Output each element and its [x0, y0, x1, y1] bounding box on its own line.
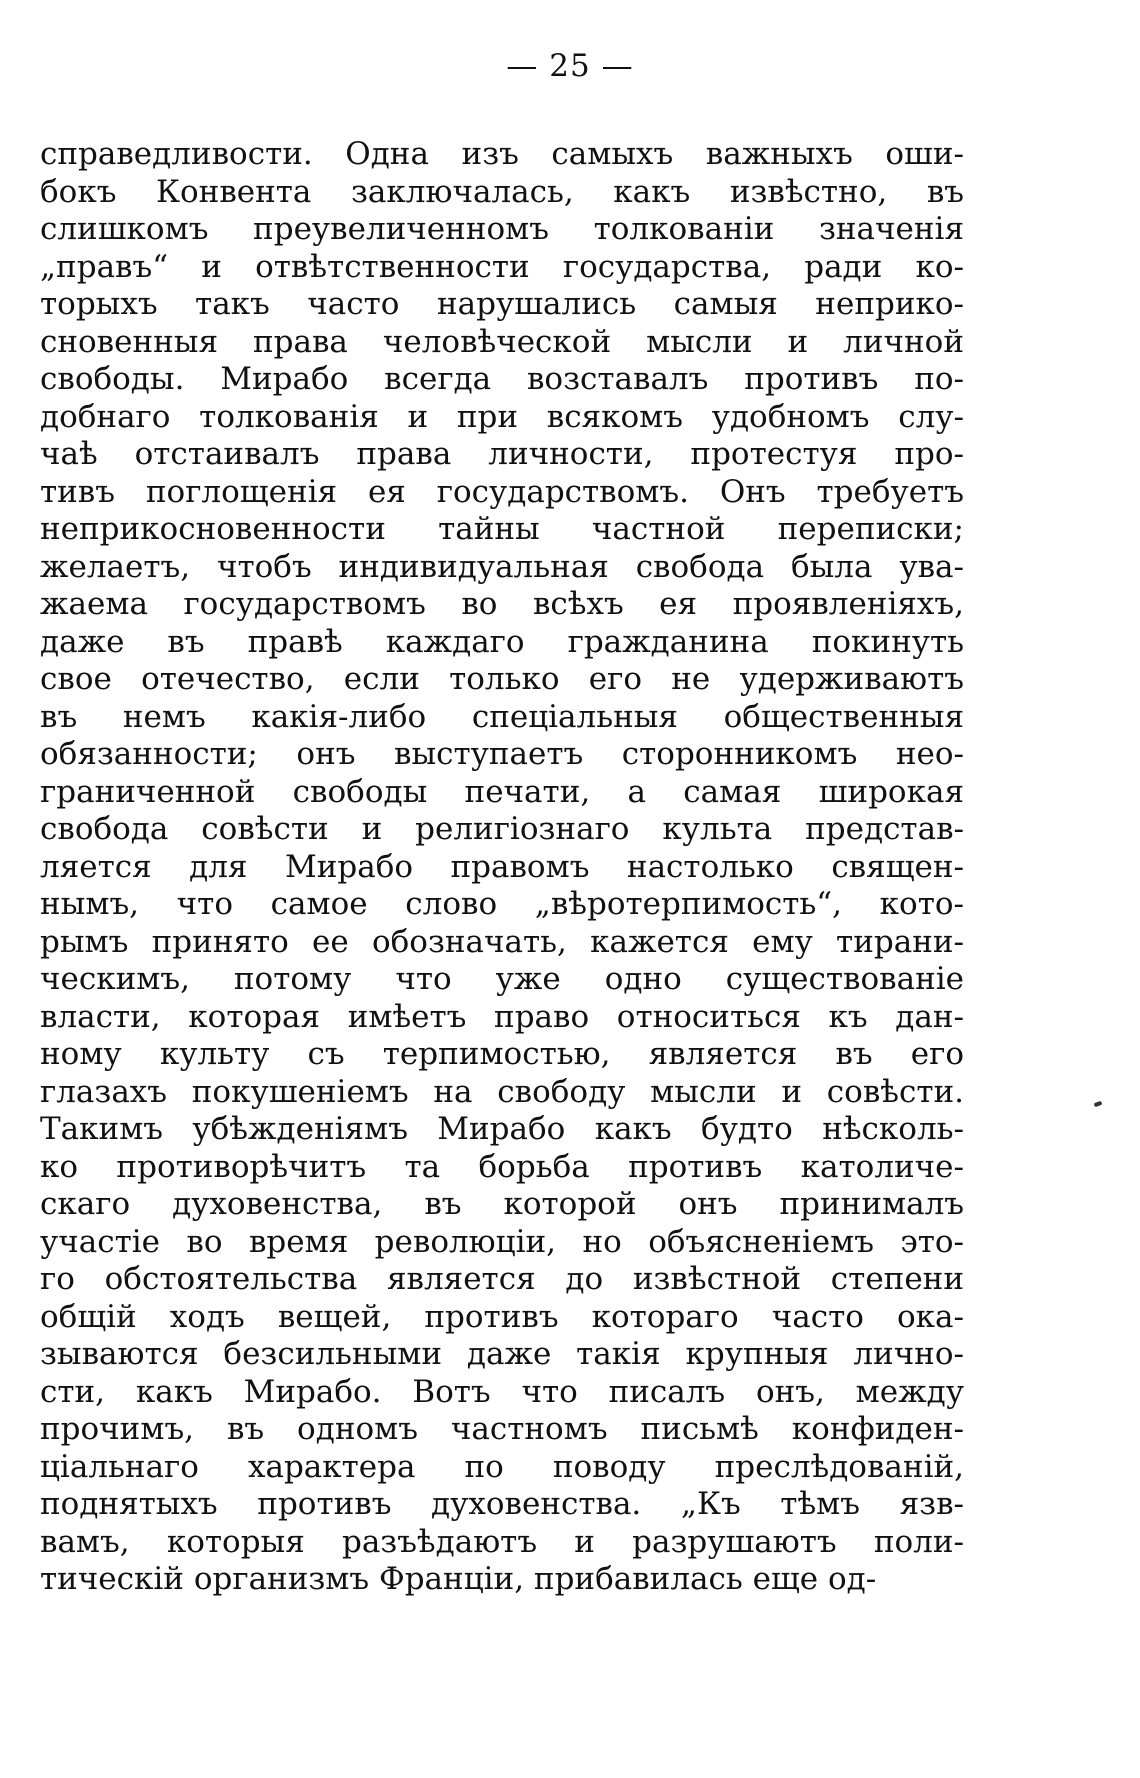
text-line: зываются безсильными даже такія крупныя лично- — [40, 1336, 964, 1372]
text-line: свободы. Мирабо всегда возставалъ противъ по- — [40, 361, 964, 397]
text-line: поднятыхъ противъ духовенства. „Къ тѣмъ язв- — [40, 1486, 964, 1522]
text-line: „правъ“ и отвѣтственности государства, ради ко- — [40, 248, 964, 285]
text-line: ческимъ, потому что уже одно существованіе — [40, 961, 964, 997]
text-line: общій ходъ вещей, противъ котораго часто ока- — [40, 1298, 964, 1335]
text-line: обязанности; онъ выступаетъ сторонникомъ нео- — [40, 736, 964, 772]
text-line: справедливости. Одна изъ самыхъ важныхъ оши- — [40, 136, 964, 172]
text-line: даже въ правѣ каждаго гражданина покинуть — [40, 623, 964, 660]
text-line: сновенныя права человѣческой мысли и личной — [40, 323, 964, 360]
text-line: чаѣ отстаивалъ права личности, протестуя про- — [40, 436, 964, 472]
text-line: скаго духовенства, въ которой онъ принималъ — [40, 1186, 964, 1222]
text-line: неприкосновенности тайны частной переписки; — [40, 511, 964, 547]
text-line: желаетъ, чтобъ индивидуальная свобода была ува- — [40, 548, 964, 585]
text-line: свое отечество, если только его не удерживаютъ — [40, 661, 964, 697]
text-line: свобода совѣсти и религіознаго культа представ- — [40, 811, 964, 847]
text-line: глазахъ покушеніемъ на свободу мысли и совѣсти. — [40, 1073, 964, 1110]
margin-ink-mark — [1094, 1101, 1103, 1107]
text-line: прочимъ, въ одномъ частномъ письмѣ конфиден- — [40, 1411, 964, 1447]
text-line: жаема государствомъ во всѣхъ ея проявленіяхъ, — [40, 586, 964, 622]
page-number: — 25 — — [506, 48, 634, 84]
text-line: сти, какъ Мирабо. Вотъ что писалъ онъ, между — [40, 1373, 964, 1410]
text-line: нымъ, что самое слово „вѣротерпимость“, кото- — [40, 886, 964, 922]
text-line: ко противорѣчитъ та борьба противъ католиче- — [40, 1148, 964, 1185]
text-line: ному культу съ терпимостью, является въ его — [40, 1036, 964, 1072]
text-line: вамъ, которыя разъѣдаютъ и разрушаютъ поли- — [40, 1523, 964, 1560]
text-line: въ немъ какія-либо спеціальныя общественныя — [40, 698, 964, 735]
text-line: Такимъ убѣжденіямъ Мирабо какъ будто нѣсколь- — [40, 1111, 964, 1147]
text-line: тивъ поглощенія ея государствомъ. Онъ требуетъ — [40, 473, 964, 510]
text-line: тическій организмъ Франціи, прибавилась еще од- — [40, 1561, 877, 1597]
text-line: рымъ принято ее обозначать, кажется ему тирани- — [40, 923, 964, 960]
text-line: бокъ Конвента заключалась, какъ извѣстно, въ — [40, 173, 964, 210]
text-line: торыхъ такъ часто нарушались самыя неприко- — [40, 286, 964, 322]
text-line: граниченной свободы печати, а самая широкая — [40, 773, 964, 810]
text-line: ціальнаго характера по поводу преслѣдованій, — [40, 1448, 964, 1485]
text-line: го обстоятельства является до извѣстной степени — [40, 1261, 964, 1297]
text-line: ляется для Мирабо правомъ настолько священ- — [40, 848, 964, 885]
text-line: добнаго толкованія и при всякомъ удобномъ слу- — [40, 398, 964, 435]
body-text — [40, 136, 964, 1599]
text-line: участіе во время революціи, но объясненіемъ это- — [40, 1223, 964, 1260]
text-line: власти, которая имѣетъ право относиться къ дан- — [40, 998, 964, 1035]
text-line: слишкомъ преувеличенномъ толкованіи значенія — [40, 211, 964, 247]
